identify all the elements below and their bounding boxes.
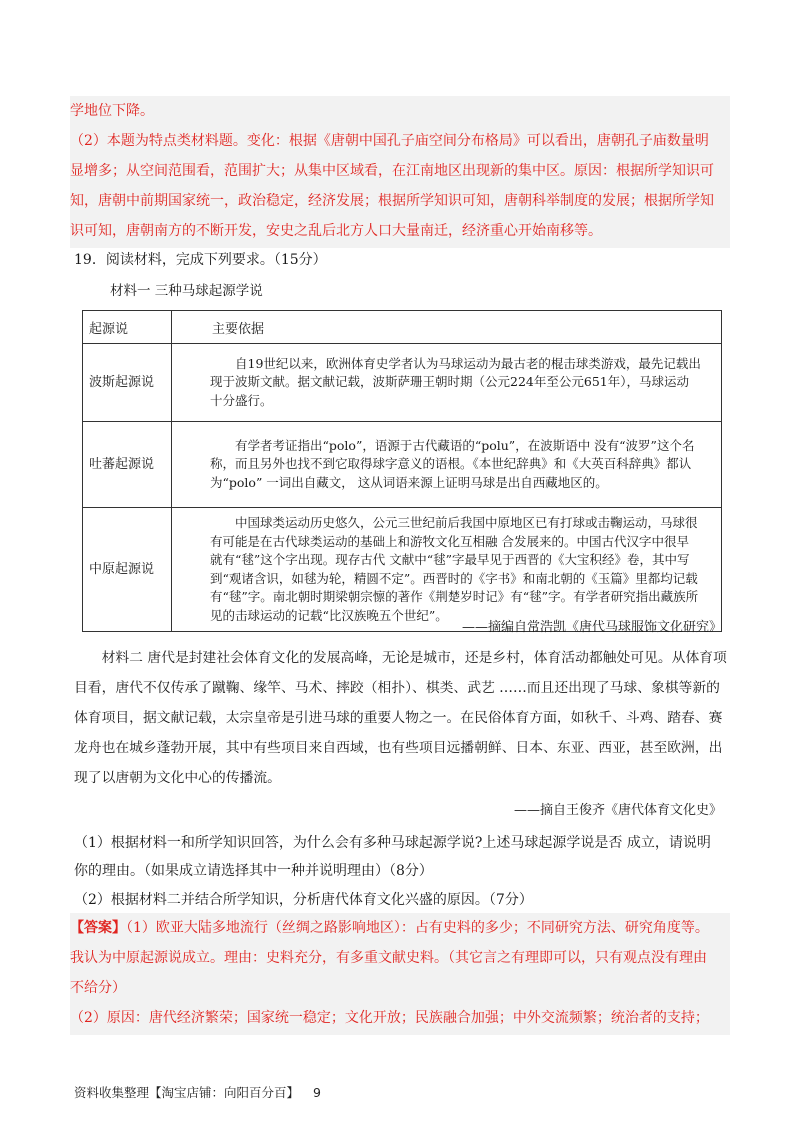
origin-theories-table (82, 310, 722, 632)
material2-source: ——摘自王俊齐《唐代体育文化史》 (513, 803, 722, 818)
footer-text: 资料收集整理【淘宝店铺：向阳百分百】 (74, 1085, 300, 1100)
answer-line: 学地位下降。 (70, 103, 154, 119)
question-line: 你的理由。（如果成立请选择其中一种并说明理由）（8分） (74, 863, 433, 879)
answer-text: （1）欧亚大陆多地流行（丝绸之路影响地区）：占有史料的多少；不同研究方法、研究角度等。 (126, 920, 709, 936)
answer-line: （2）原因：唐代经济繁荣；国家统一稳定；文化开放；民族融合加强；中外交流频繁；统治者的支持； (70, 1010, 709, 1026)
table-cell-origin: 吐蕃起源说 (83, 422, 172, 508)
answer-line (70, 913, 730, 943)
table-row (83, 344, 722, 422)
table-header: 主要依据 (172, 311, 722, 344)
question-title: 19．阅读材料，完成下列要求。（15分） (74, 252, 327, 268)
answer-block (70, 913, 730, 1035)
table-cell-basis: 中国球类运动历史悠久，公元三世纪前后我国中原地区已有打球或击鞠运动，马球很有可能是在古代球类运动的基础上和游牧文化互相融 合发展来的。中国古代汉字中很早就有“毬”这个字出现。现存古代 文献中“毬”字最早见于西晋的《大宝积经》卷，其中写到“观诸含识，如毬为轮，精圆不定”。西晋时的《字书》和南北朝的《玉篇》里都均记载有“毬”字。南北朝时期梁朝宗懔的著作《荆楚岁时记》有“毬”字。有学者研究指出藏族所见的击球运动的记载“比汉族晚五个世纪”。 (172, 508, 722, 632)
sub-question-2: （2）根据材料二并结合所学知识，分析唐代体育文化兴盛的原因。（7分） (74, 892, 533, 908)
material1-source: ——摘编自常浩凯《唐代马球服饰文化研究》 (461, 620, 722, 635)
table-row (83, 422, 722, 508)
answer-label: 【答案】 (70, 920, 126, 936)
table-cell-origin: 波斯起源说 (83, 344, 172, 422)
answer-line: 显增多；从空间范围看，范围扩大；从集中区域看，在江南地区出现新的集中区。原因：根据所学知识可 (70, 163, 714, 179)
material2-text: 材料二 唐代是封建社会体育文化的发展高峰，无论是城市，还是乡村，体育活动都触处可见。从体育项目看，唐代不仅传承了蹴鞠、缘竿、马术、摔跤（相扑）、棋类、武艺 ……而且还出现了马球、象棋等新的体育项目，据文献记载，太宗皇帝是引进马球的重要人物之一。在民俗体育方面，如秋千、斗鸡、踏春、赛龙舟也在城乡蓬勃开展，其中有些项目来自西域，也有些项目远播朝鲜、日本、东亚、西亚，甚至欧洲，出现了以唐朝为文化中心的传播流。 (74, 650, 727, 786)
answer-line: 知，唐朝中前期国家统一，政治稳定，经济发展；根据所学知识可知，唐朝科举制度的发展；根据所学知 (70, 193, 714, 209)
material1-title: 材料一 三种马球起源学说 (110, 283, 263, 299)
answer-line: （2）本题为特点类材料题。变化：根据《唐朝中国孔子庙空间分布格局》可以看出，唐朝孔子庙数量明 (70, 133, 709, 149)
table-cell-origin: 中原起源说 (83, 508, 172, 632)
page-footer (74, 1083, 321, 1103)
question-line: （1）根据材料一和所学知识回答，为什么会有多种马球起源学说?上述马球起源学说是否 成立，请说明 (74, 835, 711, 851)
sub-question-1 (74, 829, 734, 885)
table-cell-basis: 有学者考证指出“polo”，语源于古代藏语的“polu”，在波斯语中 没有“波罗”这个名称，而且另外也找不到它取得球字意义的语根。《本世纪辞典》和《大英百科辞典》都认为“polo” 一词出自藏文， 这从词语来源上证明马球是出自西藏地区的。 (172, 422, 722, 508)
table-row (83, 508, 722, 632)
table-header-row (83, 311, 722, 344)
table-cell-basis: 自19世纪以来，欧洲体育史学者认为马球运动为最古老的棍击球类游戏，最先记载出现于波斯文献。据文献记载，波斯萨珊王朝时期（公元224年至公元651年），马球运动十分盛行。 (172, 344, 722, 422)
answer-line: 不给分） (70, 980, 126, 996)
table-header: 起源说 (83, 311, 172, 344)
previous-answer-block (70, 96, 730, 248)
page-number: 9 (313, 1085, 321, 1100)
answer-line: 我认为中原起源说成立。理由：史料充分，有多重文献史料。（其它言之有理即可以，只有观点没有理由 (70, 950, 707, 966)
answer-line: 识可知，唐朝南方的不断开发，安史之乱后北方人口大量南迁，经济重心开始南移等。 (70, 223, 602, 239)
